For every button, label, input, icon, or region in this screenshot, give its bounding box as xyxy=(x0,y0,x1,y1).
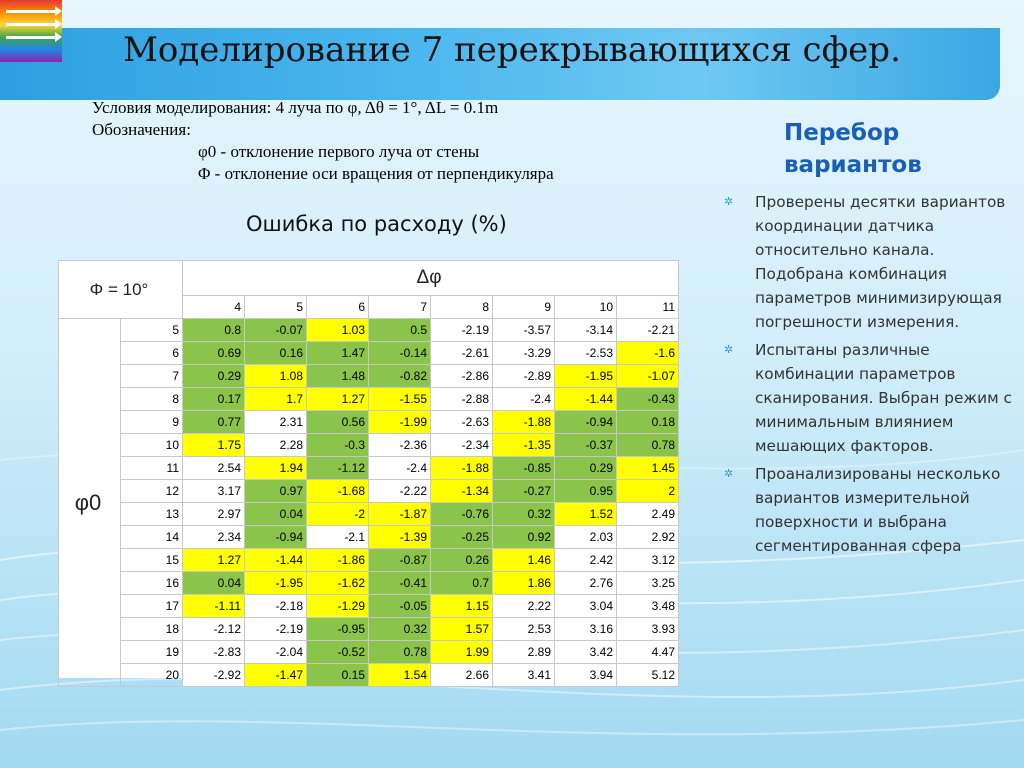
table-cell: -1.44 xyxy=(245,549,307,572)
table-row xyxy=(59,434,679,457)
table-cell: -2.19 xyxy=(245,618,307,641)
table-cell: 1.27 xyxy=(307,388,369,411)
error-table xyxy=(58,260,679,687)
table-row xyxy=(59,549,679,572)
table-cell: 1.48 xyxy=(307,365,369,388)
table-cell: -1.95 xyxy=(245,572,307,595)
table-cell: -2.36 xyxy=(369,434,431,457)
table-cell: -0.95 xyxy=(307,618,369,641)
table-cell: 3.04 xyxy=(555,595,617,618)
table-cell: -2.86 xyxy=(431,365,493,388)
table-cell: 0.29 xyxy=(183,365,245,388)
row-group-label: φ0 xyxy=(59,319,121,687)
table-cell: -2.89 xyxy=(493,365,555,388)
table-cell: -2.18 xyxy=(245,595,307,618)
bullet-text: Испытаны различные комбинации параметров сканирования. Выбран режим с минимальным влиянием мешающих факторов. xyxy=(755,341,1012,455)
conditions-block xyxy=(92,97,554,185)
table-cell: -0.05 xyxy=(369,595,431,618)
table-cell: 2.28 xyxy=(245,434,307,457)
bullet-item xyxy=(724,338,1019,458)
table-cell: 3.42 xyxy=(555,641,617,664)
row-header: 13 xyxy=(121,503,183,526)
table-cell: -0.94 xyxy=(555,411,617,434)
table-cell: 0.18 xyxy=(617,411,679,434)
table-cell: -1.6 xyxy=(617,342,679,365)
table-cell: -2.4 xyxy=(369,457,431,480)
table-cell: 5.12 xyxy=(617,664,679,687)
table-cell: 3.12 xyxy=(617,549,679,572)
table-row xyxy=(59,480,679,503)
table-row xyxy=(59,365,679,388)
table-cell: -2.88 xyxy=(431,388,493,411)
table-cell: -1.88 xyxy=(431,457,493,480)
right-heading xyxy=(784,117,922,181)
table-cell: 0.56 xyxy=(307,411,369,434)
table-cell: 3.41 xyxy=(493,664,555,687)
row-header: 15 xyxy=(121,549,183,572)
slide-title: Моделирование 7 перекрывающихся сфер. xyxy=(123,30,901,70)
row-header: 10 xyxy=(121,434,183,457)
table-cell: 1.15 xyxy=(431,595,493,618)
error-table-wrapper xyxy=(58,260,678,682)
table-cell: -1.39 xyxy=(369,526,431,549)
table-cell: 1.08 xyxy=(245,365,307,388)
row-header: 17 xyxy=(121,595,183,618)
table-cell: 1.52 xyxy=(555,503,617,526)
bullet-item xyxy=(724,190,1019,334)
table-row xyxy=(59,526,679,549)
row-header: 9 xyxy=(121,411,183,434)
table-title: Ошибка по расходу (%) xyxy=(246,212,507,236)
column-header: 5 xyxy=(245,296,307,319)
table-cell: 1.86 xyxy=(493,572,555,595)
table-cell: -2.63 xyxy=(431,411,493,434)
table-cell: -0.25 xyxy=(431,526,493,549)
table-cell: -2.92 xyxy=(183,664,245,687)
table-cell: 0.7 xyxy=(431,572,493,595)
table-cell: 1.27 xyxy=(183,549,245,572)
table-cell: 1.99 xyxy=(431,641,493,664)
table-cell: -0.27 xyxy=(493,480,555,503)
table-cell: -1.86 xyxy=(307,549,369,572)
table-cell: 0.92 xyxy=(493,526,555,549)
table-cell: -1.29 xyxy=(307,595,369,618)
row-header: 6 xyxy=(121,342,183,365)
table-cell: 3.17 xyxy=(183,480,245,503)
table-cell: -1.07 xyxy=(617,365,679,388)
table-cell: -1.47 xyxy=(245,664,307,687)
table-row xyxy=(59,342,679,365)
table-cell: -2.61 xyxy=(431,342,493,365)
table-cell: 3.25 xyxy=(617,572,679,595)
table-cell: 0.16 xyxy=(245,342,307,365)
table-cell: 2.92 xyxy=(617,526,679,549)
right-heading-line1: Перебор xyxy=(784,120,900,146)
table-cell: -1.87 xyxy=(369,503,431,526)
table-cell: -0.43 xyxy=(617,388,679,411)
table-cell: -2.21 xyxy=(617,319,679,342)
bullet-star-icon: ✲ xyxy=(724,195,734,208)
table-cell: 2.31 xyxy=(245,411,307,434)
table-row xyxy=(59,618,679,641)
table-cell: -0.41 xyxy=(369,572,431,595)
row-header: 11 xyxy=(121,457,183,480)
table-cell: 1.45 xyxy=(617,457,679,480)
table-row xyxy=(59,319,679,342)
table-cell: 2.97 xyxy=(183,503,245,526)
table-cell: 3.16 xyxy=(555,618,617,641)
table-row xyxy=(59,595,679,618)
table-cell: 0.78 xyxy=(617,434,679,457)
table-cell: -0.82 xyxy=(369,365,431,388)
table-cell: 0.04 xyxy=(183,572,245,595)
column-header: 9 xyxy=(493,296,555,319)
table-cell: -2.1 xyxy=(307,526,369,549)
row-header: 5 xyxy=(121,319,183,342)
table-cell: 3.93 xyxy=(617,618,679,641)
table-cell: 0.69 xyxy=(183,342,245,365)
row-header: 12 xyxy=(121,480,183,503)
bullet-text: Проанализированы несколько вариантов измерительной поверхности и выбрана сегментированная сфера xyxy=(755,465,1001,555)
table-cell: 0.32 xyxy=(493,503,555,526)
bullet-item xyxy=(724,462,1019,558)
table-cell: 2.22 xyxy=(493,595,555,618)
row-header: 7 xyxy=(121,365,183,388)
table-cell: 0.77 xyxy=(183,411,245,434)
table-cell: 0.5 xyxy=(369,319,431,342)
column-header: 4 xyxy=(183,296,245,319)
table-cell: 2.89 xyxy=(493,641,555,664)
notation-phi: Φ - отклонение оси вращения от перпендикуляра xyxy=(198,164,554,183)
table-cell: -3.57 xyxy=(493,319,555,342)
table-cell: 1.57 xyxy=(431,618,493,641)
table-cell: 1.03 xyxy=(307,319,369,342)
table-cell: -0.07 xyxy=(245,319,307,342)
table-cell: -1.11 xyxy=(183,595,245,618)
table-row xyxy=(59,457,679,480)
table-cell: 2.49 xyxy=(617,503,679,526)
bullet-star-icon: ✲ xyxy=(724,467,734,480)
table-cell: -3.14 xyxy=(555,319,617,342)
table-cell: 1.75 xyxy=(183,434,245,457)
row-header: 16 xyxy=(121,572,183,595)
table-cell: -0.76 xyxy=(431,503,493,526)
table-corner-label: Φ = 10° xyxy=(59,261,183,319)
table-row xyxy=(59,664,679,687)
column-header: 10 xyxy=(555,296,617,319)
table-cell: 0.04 xyxy=(245,503,307,526)
table-row xyxy=(59,503,679,526)
table-cell: 2.66 xyxy=(431,664,493,687)
table-cell: 3.94 xyxy=(555,664,617,687)
table-row xyxy=(59,572,679,595)
table-cell: -0.3 xyxy=(307,434,369,457)
table-cell: -2.53 xyxy=(555,342,617,365)
notation-phi0: φ0 - отклонение первого луча от стены xyxy=(198,142,480,161)
table-cell: -1.95 xyxy=(555,365,617,388)
table-cell: -2.19 xyxy=(431,319,493,342)
table-row xyxy=(59,411,679,434)
table-cell: 1.47 xyxy=(307,342,369,365)
table-cell: -1.44 xyxy=(555,388,617,411)
bullet-star-icon: ✲ xyxy=(724,343,734,356)
conditions-line: Условия моделирования: 4 луча по φ, Δθ = 1°, ΔL = 0.1m xyxy=(92,98,499,117)
table-cell: 4.47 xyxy=(617,641,679,664)
table-row xyxy=(59,641,679,664)
table-cell: 1.7 xyxy=(245,388,307,411)
table-cell: 0.29 xyxy=(555,457,617,480)
notation-label: Обозначения: xyxy=(92,120,191,139)
bullet-list xyxy=(724,190,1019,562)
column-header: 6 xyxy=(307,296,369,319)
table-cell: -2.83 xyxy=(183,641,245,664)
table-cell: -1.34 xyxy=(431,480,493,503)
table-cell: -2.12 xyxy=(183,618,245,641)
table-cell: -1.88 xyxy=(493,411,555,434)
right-heading-line2: вариантов xyxy=(784,152,922,178)
row-header: 14 xyxy=(121,526,183,549)
column-group-label: Δφ xyxy=(183,261,679,296)
table-cell: -2.22 xyxy=(369,480,431,503)
table-cell: -1.62 xyxy=(307,572,369,595)
table-cell: 0.97 xyxy=(245,480,307,503)
table-cell: -0.52 xyxy=(307,641,369,664)
table-cell: 2.54 xyxy=(183,457,245,480)
column-header: 7 xyxy=(369,296,431,319)
row-header: 19 xyxy=(121,641,183,664)
table-cell: 2 xyxy=(617,480,679,503)
table-cell: 2.03 xyxy=(555,526,617,549)
table-cell: -0.37 xyxy=(555,434,617,457)
table-cell: -1.68 xyxy=(307,480,369,503)
table-cell: -0.94 xyxy=(245,526,307,549)
table-row xyxy=(59,388,679,411)
table-cell: 0.32 xyxy=(369,618,431,641)
table-cell: -0.87 xyxy=(369,549,431,572)
column-header: 8 xyxy=(431,296,493,319)
table-cell: 0.15 xyxy=(307,664,369,687)
bullet-text: Проверены десятки вариантов координации датчика относительно канала. Подобрана комбинация параметров минимизирующая погрешности измерения. xyxy=(755,193,1006,331)
table-cell: 0.95 xyxy=(555,480,617,503)
table-cell: -1.12 xyxy=(307,457,369,480)
table-cell: -3.29 xyxy=(493,342,555,365)
table-cell: 2.76 xyxy=(555,572,617,595)
table-cell: -1.55 xyxy=(369,388,431,411)
table-cell: 2.42 xyxy=(555,549,617,572)
table-cell: 0.78 xyxy=(369,641,431,664)
table-cell: -1.99 xyxy=(369,411,431,434)
row-header: 18 xyxy=(121,618,183,641)
table-cell: -2.04 xyxy=(245,641,307,664)
column-header: 11 xyxy=(617,296,679,319)
table-cell: -2.4 xyxy=(493,388,555,411)
row-header: 20 xyxy=(121,664,183,687)
table-cell: -2.34 xyxy=(431,434,493,457)
table-cell: -2 xyxy=(307,503,369,526)
table-cell: -0.14 xyxy=(369,342,431,365)
table-cell: -0.85 xyxy=(493,457,555,480)
table-cell: 2.34 xyxy=(183,526,245,549)
table-cell: 1.46 xyxy=(493,549,555,572)
table-cell: 0.8 xyxy=(183,319,245,342)
table-cell: 1.94 xyxy=(245,457,307,480)
table-cell: 1.54 xyxy=(369,664,431,687)
table-cell: 3.48 xyxy=(617,595,679,618)
table-cell: 2.53 xyxy=(493,618,555,641)
row-header: 8 xyxy=(121,388,183,411)
table-cell: -1.35 xyxy=(493,434,555,457)
table-cell: 0.17 xyxy=(183,388,245,411)
table-cell: 0.26 xyxy=(431,549,493,572)
